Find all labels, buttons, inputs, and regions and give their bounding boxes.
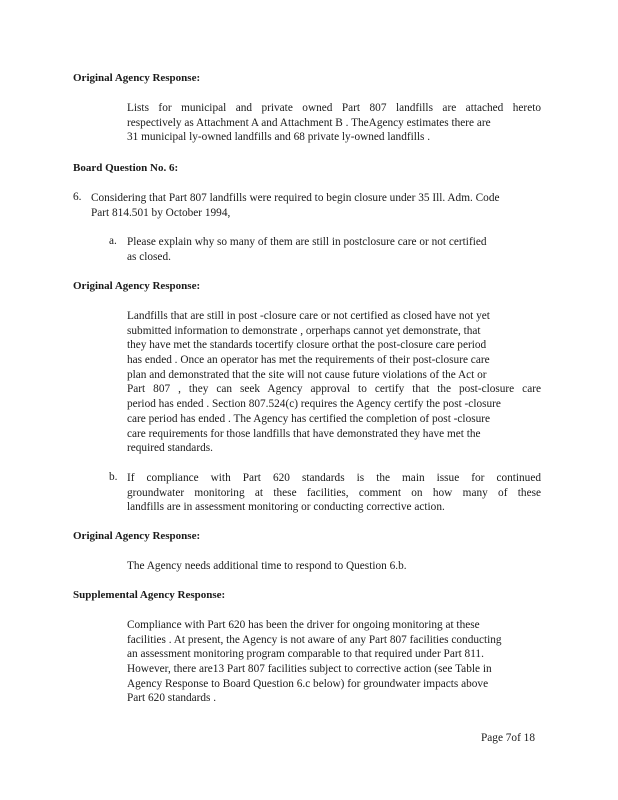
text-line: has ended . Once an operator has met the requirements of their post-closure care	[127, 354, 490, 367]
text-line: Considering that Part 807 landfills were required to begin closure under 35 Ill. Adm. Code	[91, 192, 500, 204]
text-line: 31 municipal ly-owned landfills and 68 private ly-owned landfills .	[127, 131, 431, 144]
text-line: Lists for municipal and private owned Part 807 landfills are attached hereto	[127, 102, 541, 114]
text-line: If compliance with Part 620 standards is the main issue for continued	[127, 472, 541, 484]
text-line: However, there are13 Part 807 facilities subject to corrective action (see Table in	[127, 663, 492, 676]
text-line: facilities . At present, the Agency is not aware of any Part 807 facilities conducting	[127, 633, 502, 646]
text-line: Compliance with Part 620 has been the driver for ongoing monitoring at these	[127, 619, 480, 631]
text-line: they have met the standards tocertify closure orthat the post-closure care period	[127, 339, 487, 352]
supplemental-agency-response-heading: Supplemental Agency Response:	[73, 589, 226, 601]
text-line: required standards.	[127, 442, 213, 455]
text-line: period has ended . Section 807.524(c) requires the Agency certify the post -closure	[127, 398, 501, 411]
original-agency-response-heading: Original Agency Response:	[73, 530, 201, 542]
original-agency-response-heading: Original Agency Response:	[73, 72, 201, 84]
text-line: an assessment monitoring program comparable to that required under Part 811.	[127, 648, 484, 661]
supplemental-response-paragraph	[127, 618, 541, 706]
text-line: respectively as Attachment A and Attachment B . TheAgency estimates there are	[127, 116, 491, 129]
text-line: as closed.	[127, 250, 171, 263]
text-line: The Agency needs additional time to respond to Question 6.b.	[127, 560, 407, 572]
response-3-paragraph	[127, 559, 541, 574]
response-2-paragraph	[127, 309, 541, 456]
text-line: Landfills that are still in post -closure care or not certified as closed have not yet	[127, 310, 490, 322]
question-6a-marker: a.	[109, 235, 117, 247]
page-number: Page 7of 18	[481, 732, 535, 744]
text-line: Agency Response to Board Question 6.c below) for groundwater impacts above	[127, 677, 489, 690]
text-line: Part 814.501 by October 1994,	[91, 206, 231, 219]
question-number: 6.	[73, 191, 82, 203]
question-6a-text	[127, 235, 541, 264]
text-line: submitted information to demonstrate , orperhaps cannot yet demonstrate, that	[127, 324, 481, 337]
text-line: groundwater monitoring at these facilities, comment on how many of these	[127, 486, 541, 499]
original-agency-response-heading: Original Agency Response:	[73, 280, 201, 292]
text-line: care period has ended . The Agency has certified the completion of post -closure	[127, 412, 491, 425]
text-line: landfills are in assessment monitoring or conducting corrective action.	[127, 501, 445, 514]
question-6b-marker: b.	[109, 471, 118, 483]
board-question-heading: Board Question No. 6:	[73, 162, 179, 174]
question-6-text	[91, 191, 541, 220]
text-line: care requirements for those landfills that have demonstrated they have met the	[127, 427, 481, 440]
text-line: Part 620 standards .	[127, 692, 217, 705]
response-1-paragraph	[127, 101, 541, 145]
text-line: Please explain why so many of them are still in postclosure care or not certified	[127, 236, 487, 248]
question-6b-text	[127, 471, 541, 515]
text-line: Part 807 , they can seek Agency approval to certify that the post-closure care	[127, 383, 541, 396]
text-line: plan and demonstrated that the site will not cause future violations of the Act or	[127, 368, 487, 381]
